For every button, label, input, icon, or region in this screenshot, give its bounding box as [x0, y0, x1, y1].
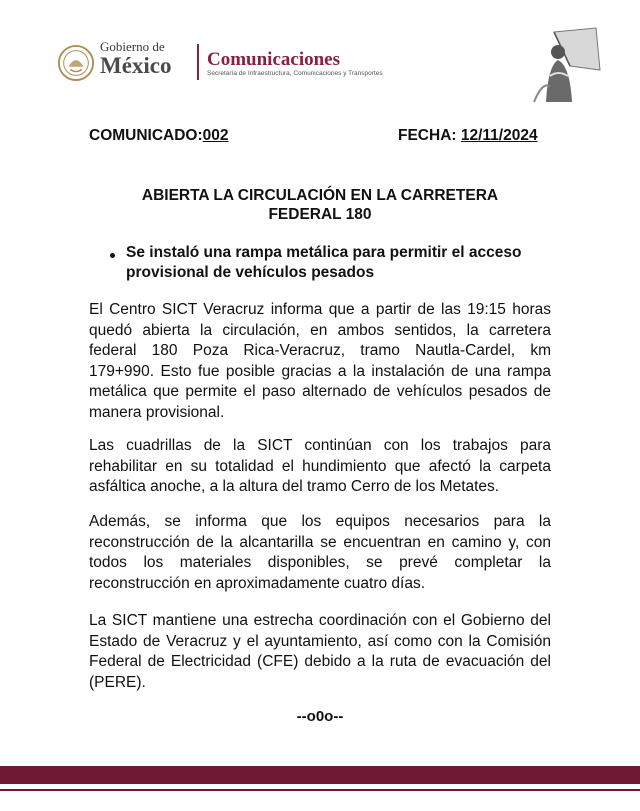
fecha-value: 12/11/2024 [460, 127, 538, 144]
footer-line [0, 789, 640, 791]
comunicaciones-logo [207, 50, 383, 78]
paragraph-2: Las cuadrillas de la SICT continúan con los trabajos para rehabilitar en su totalidad el hundimiento que afectó la carpeta asfáltica anoche, a la altura del tramo Cerro de los Metates. [89, 437, 551, 495]
paragraph-1: El Centro SICT Veracruz informa que a partir de las 19:15 horas quedó abierta la circulación, en ambos sentidos, la carretera federal 180 Poza Rica-Veracruz, tramo Nautla-Cardel, km 179+990. Esto fue posible gracias a la instalación de una rampa metálica que permite el paso alternado de vehículos pesados de manera provisional. [89, 301, 551, 421]
comunicado-date [398, 127, 538, 145]
document-title [89, 186, 551, 224]
dependencia-title: Comunicaciones [207, 49, 340, 70]
fecha-label: FECHA: [398, 127, 461, 144]
summary-bullet: Se instaló una rampa metálica para permitir el acceso provisional de vehículos pesados [126, 244, 522, 281]
comunicado-number [89, 127, 229, 145]
footer-band [0, 766, 640, 784]
gob-line2: México [100, 53, 172, 78]
woman-with-flag-icon [524, 26, 604, 104]
gobierno-de-mexico-logo [100, 40, 192, 78]
paragraph-3: Además, se informa que los equipos necesarios para la reconstrucción de la alcantarilla se encuentran en camino y, con todos los materiales disponibles, se prevé completar la reconstrucción en aproximadamente cuatro días. [89, 513, 551, 592]
comunicado-value: 002 [202, 127, 229, 144]
logo-divider [197, 44, 199, 80]
closing-mark: --o0o-- [296, 708, 344, 725]
dependencia-subtitle: Secretaría de Infraestructura, Comunicaciones y Transportes [207, 70, 383, 77]
national-seal-icon [57, 44, 95, 82]
comunicado-label: COMUNICADO: [89, 127, 203, 144]
bullet-marker [110, 253, 115, 258]
title-line1: ABIERTA LA CIRCULACIÓN EN LA CARRETERA [141, 187, 499, 204]
title-line2: FEDERAL 180 [268, 206, 372, 223]
paragraph-4: La SICT mantiene una estrecha coordinación con el Gobierno del Estado de Veracruz y el ayuntamiento, así como con la Comisión Federal de Electricidad (CFE) debido a la ruta de evacuación del (PERE). [89, 612, 551, 691]
document-header [0, 0, 640, 110]
gob-line1: Gobierno de [100, 39, 165, 54]
